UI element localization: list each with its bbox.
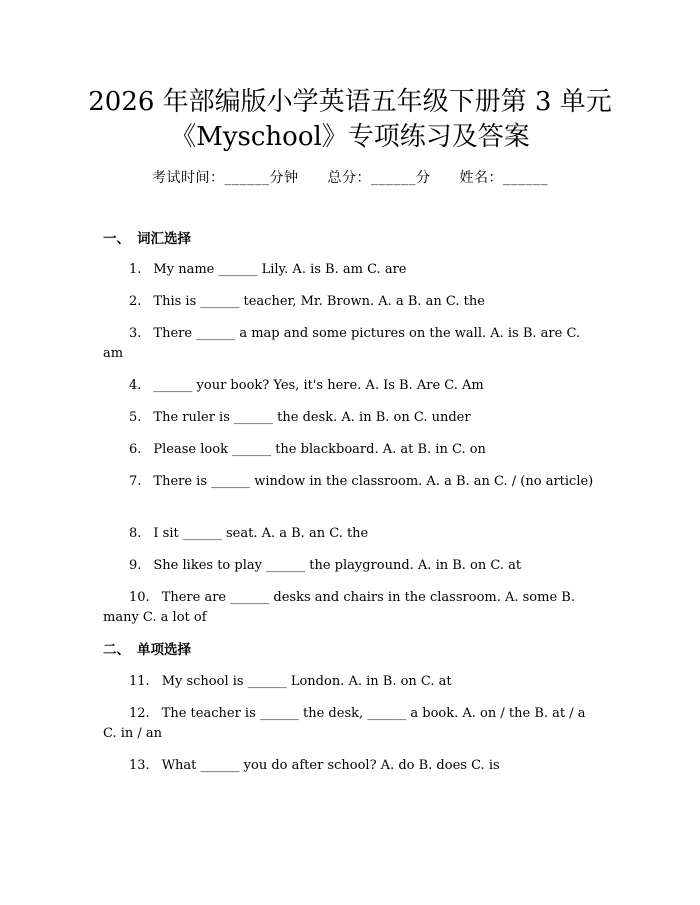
question-item — [103, 292, 603, 312]
section-number: 二、 — [103, 642, 130, 658]
question-number: 12. — [129, 706, 150, 721]
question-item — [103, 376, 603, 396]
question-number: 9. — [129, 558, 142, 573]
question-item — [103, 704, 603, 744]
document-title-line1: 2026 年部编版小学英语五年级下册第 3 单元 — [88, 87, 612, 117]
question-text: My school is ______ London. A. in B. on C. at — [161, 674, 452, 689]
question-number: 13. — [129, 758, 150, 773]
question-text: This is ______ teacher, Mr. Brown. A. a B. an C. the — [153, 294, 485, 309]
question-text: She likes to play ______ the playground. A. in B. on C. at — [153, 558, 522, 573]
question-number: 3. — [129, 326, 142, 341]
section-heading-single-choice — [103, 640, 191, 660]
question-item — [103, 408, 603, 428]
section-label: 词汇选择 — [137, 231, 191, 247]
question-text: The teacher is ______ the desk, ______ a book. A. on / the B. at / a C. in / an — [103, 706, 590, 741]
section-number: 一、 — [103, 231, 130, 247]
question-text: ______ your book? Yes, it's here. A. Is B. Are C. Am — [153, 378, 484, 393]
question-text: My name ______ Lily. A. is B. am C. are — [153, 262, 407, 277]
question-item — [103, 756, 603, 776]
question-text: I sit ______ seat. A. a B. an C. the — [153, 526, 369, 541]
document-title-line2: 《Myschool》专项练习及答案 — [170, 122, 530, 152]
question-item — [103, 524, 603, 544]
question-text: Please look ______ the blackboard. A. at B. in C. on — [153, 442, 486, 457]
question-item — [103, 588, 603, 628]
exam-info-row — [0, 168, 700, 188]
question-item — [103, 260, 603, 280]
section-label: 单项选择 — [137, 642, 191, 658]
question-text: There ______ a map and some pictures on the wall. A. is B. are C. am — [103, 326, 585, 361]
exam-time-field: 考试时间：______分钟 — [152, 170, 299, 186]
question-item — [103, 472, 603, 492]
question-item — [103, 556, 603, 576]
question-number: 8. — [129, 526, 142, 541]
section-heading-vocabulary — [103, 229, 191, 249]
question-number: 10. — [129, 590, 150, 605]
question-text: The ruler is ______ the desk. A. in B. on C. under — [153, 410, 471, 425]
question-text: There are ______ desks and chairs in the classroom. A. some B. many C. a lot of — [103, 590, 580, 625]
question-item — [103, 440, 603, 460]
total-score-field: 总分：______分 — [327, 170, 431, 186]
question-number: 7. — [129, 474, 142, 489]
question-number: 5. — [129, 410, 142, 425]
question-number: 2. — [129, 294, 142, 309]
student-name-field: 姓名：______ — [459, 170, 548, 186]
question-number: 1. — [129, 262, 142, 277]
question-number: 6. — [129, 442, 142, 457]
question-item — [103, 324, 603, 364]
question-text: There is ______ window in the classroom. A. a B. an C. / (no article) — [153, 474, 594, 489]
question-text: What ______ you do after school? A. do B. does C. is — [161, 758, 500, 773]
question-number: 11. — [129, 674, 150, 689]
question-item — [103, 672, 603, 692]
question-number: 4. — [129, 378, 142, 393]
